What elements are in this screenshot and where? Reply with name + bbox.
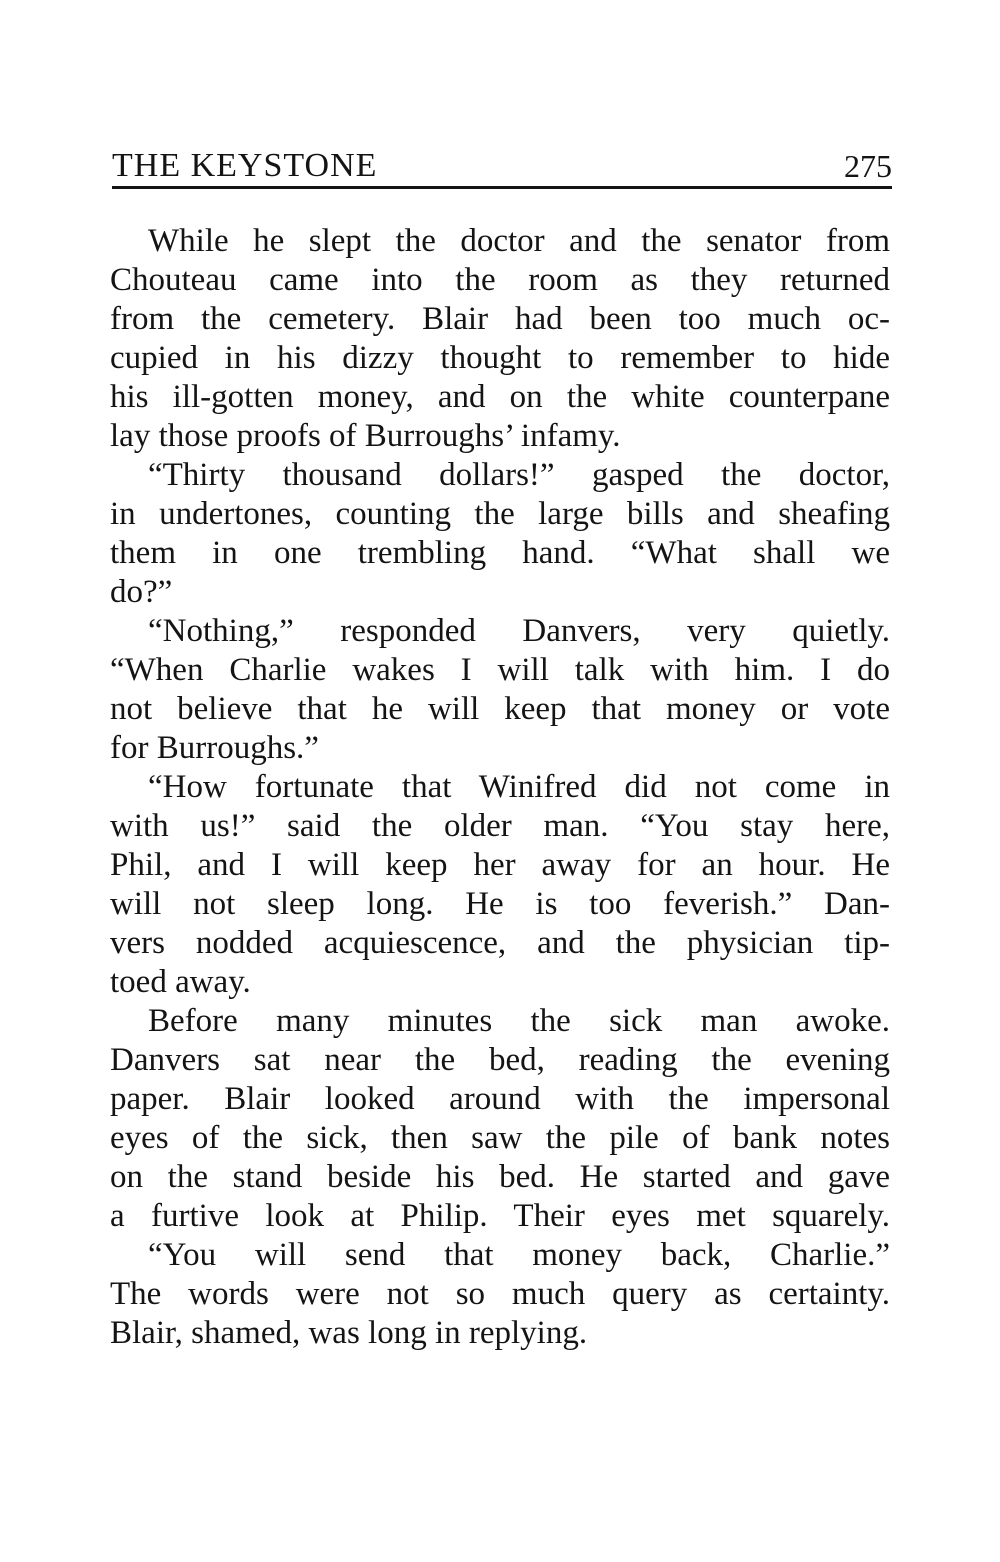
text-line: paper. Blair looked around with the impersonal [110, 1081, 890, 1117]
text-line: his ill-gotten money, and on the white counterpane [110, 379, 890, 415]
text-line: will not sleep long. He is too feverish.” Dan- [110, 886, 890, 922]
text-line: “When Charlie wakes I will talk with him. I do [110, 652, 890, 688]
text-line: “Thirty thousand dollars!” gasped the doctor, [148, 457, 890, 493]
text-line: While he slept the doctor and the senator from [148, 223, 890, 259]
text-line: Before many minutes the sick man awoke. [148, 1003, 890, 1039]
text-line: cupied in his dizzy thought to remember to hide [110, 340, 890, 376]
text-line: a furtive look at Philip. Their eyes met squarely. [110, 1198, 890, 1234]
text-line: “You will send that money back, Charlie.” [148, 1237, 890, 1273]
text-line: on the stand beside his bed. He started and gave [110, 1159, 890, 1195]
text-line: Blair, shamed, was long in replying. [110, 1315, 588, 1351]
text-line: The words were not so much query as certainty. [110, 1276, 890, 1312]
running-title: THE KEYSTONE [112, 147, 378, 184]
text-line: not believe that he will keep that money or vote [110, 691, 890, 727]
header-rule [112, 186, 892, 189]
text-line: do?” [110, 574, 173, 610]
text-line: “Nothing,” responded Danvers, very quietly. [148, 613, 890, 649]
page-header [112, 146, 892, 186]
text-line: lay those proofs of Burroughs’ infamy. [110, 418, 621, 454]
text-line: Phil, and I will keep her away for an hour. He [110, 847, 890, 883]
text-line: from the cemetery. Blair had been too much oc- [110, 301, 890, 337]
text-line: eyes of the sick, then saw the pile of bank notes [110, 1120, 890, 1156]
text-line: for Burroughs.” [110, 730, 319, 766]
text-line: Chouteau came into the room as they returned [110, 262, 890, 298]
text-line: “How fortunate that Winifred did not come in [148, 769, 890, 805]
body-text [110, 222, 890, 1353]
page-number: 275 [844, 148, 892, 184]
text-line: in undertones, counting the large bills and sheafing [110, 496, 890, 532]
text-line: them in one trembling hand. “What shall we [110, 535, 890, 571]
text-line: with us!” said the older man. “You stay here, [110, 808, 890, 844]
text-line: Danvers sat near the bed, reading the evening [110, 1042, 890, 1078]
text-line: vers nodded acquiescence, and the physician tip- [110, 925, 890, 961]
text-line: toed away. [110, 964, 251, 1000]
